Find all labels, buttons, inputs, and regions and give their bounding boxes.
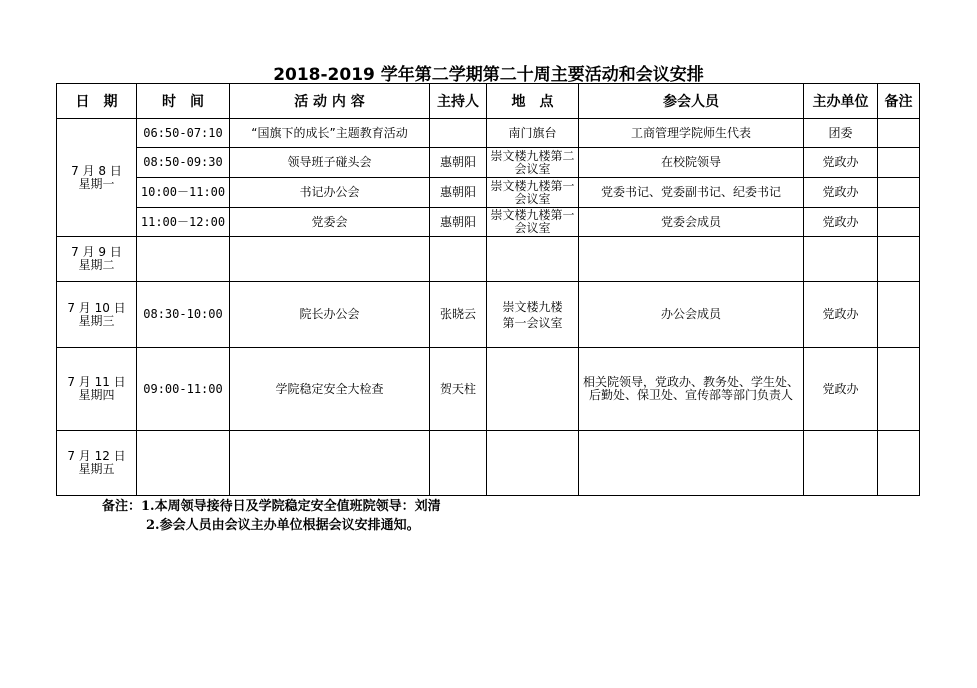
day-cell-thursday xyxy=(57,348,137,431)
time-cell xyxy=(137,237,230,282)
header-host: 主持人 xyxy=(430,84,487,119)
host-cell: 惠朝阳 xyxy=(430,208,487,237)
day-weekday: 星期三 xyxy=(78,313,115,328)
host-cell xyxy=(430,237,487,282)
table-row xyxy=(57,237,920,282)
organizer-cell xyxy=(804,431,878,496)
remarks-cell xyxy=(878,282,920,348)
place-cell: 崇文楼九楼第一会议室 xyxy=(487,178,579,208)
attendees-cell: 党委会成员 xyxy=(579,208,804,237)
attendees-cell xyxy=(579,237,804,282)
header-place: 地 点 xyxy=(487,84,579,119)
remarks-cell xyxy=(878,237,920,282)
place-cell xyxy=(487,348,579,431)
attendees-cell: 办公会成员 xyxy=(579,282,804,348)
organizer-cell: 党政办 xyxy=(804,148,878,178)
organizer-cell: 团委 xyxy=(804,119,878,148)
place-cell xyxy=(487,282,579,348)
attendees-line: 相关院领导，党政办、教务处、学生处、 xyxy=(582,375,799,389)
time-cell: 08:30-10:00 xyxy=(137,282,230,348)
content-cell xyxy=(230,431,430,496)
attendees-cell xyxy=(579,431,804,496)
header-time: 时 间 xyxy=(137,84,230,119)
remarks-cell xyxy=(878,178,920,208)
host-cell: 惠朝阳 xyxy=(430,178,487,208)
page-title: 2018-2019 学年第二学期第二十周主要活动和会议安排 xyxy=(273,65,704,85)
notes xyxy=(102,497,441,535)
table-row xyxy=(57,178,920,208)
header-content: 活 动 内 容 xyxy=(230,84,430,119)
day-date: 7 月 9 日 xyxy=(71,245,122,259)
place-cell: 崇文楼九楼第二会议室 xyxy=(487,148,579,178)
place-cell: 崇文楼九楼第一会议室 xyxy=(487,208,579,237)
time-cell: 10:00－11:00 xyxy=(137,178,230,208)
place-cell xyxy=(487,237,579,282)
time-cell: 06:50-07:10 xyxy=(137,119,230,148)
content-cell: “国旗下的成长”主题教育活动 xyxy=(230,119,430,148)
content-cell: 党委会 xyxy=(230,208,430,237)
note-line-2: 2.参会人员由会议主办单位根据会议安排通知。 xyxy=(146,518,420,533)
host-cell: 张晓云 xyxy=(430,282,487,348)
table-row xyxy=(57,148,920,178)
table-row xyxy=(57,208,920,237)
day-cell-wednesday xyxy=(57,282,137,348)
day-weekday: 星期二 xyxy=(78,258,115,272)
place-line: 崇文楼九楼 xyxy=(502,299,563,314)
header-date: 日 期 xyxy=(57,84,137,119)
content-cell: 学院稳定安全大检查 xyxy=(230,348,430,431)
content-cell: 院长办公会 xyxy=(230,282,430,348)
day-date: 7 月 11 日 xyxy=(67,375,126,389)
host-cell xyxy=(430,431,487,496)
header-remarks: 备注 xyxy=(878,84,920,119)
host-cell xyxy=(430,119,487,148)
place-cell xyxy=(487,431,579,496)
organizer-cell: 党政办 xyxy=(804,208,878,237)
attendees-line: 后勤处、保卫处、宣传部等部门负责人 xyxy=(588,388,793,402)
table-row xyxy=(57,348,920,431)
attendees-cell: 工商管理学院师生代表 xyxy=(579,119,804,148)
header-row xyxy=(57,84,920,119)
attendees-cell: 在校院领导 xyxy=(579,148,804,178)
content-cell xyxy=(230,237,430,282)
time-cell: 11:00－12:00 xyxy=(137,208,230,237)
note-line-1: 备注：1.本周领导接待日及学院稳定安全值班院领导：刘清 xyxy=(102,499,441,514)
remarks-cell xyxy=(878,208,920,237)
table-row xyxy=(57,431,920,496)
day-weekday: 星期四 xyxy=(78,388,115,402)
day-cell-monday xyxy=(57,119,137,237)
time-cell: 09:00-11:00 xyxy=(137,348,230,431)
time-cell: 08:50-09:30 xyxy=(137,148,230,178)
host-cell: 贺天柱 xyxy=(430,348,487,431)
attendees-cell: 党委书记、党委副书记、纪委书记 xyxy=(579,178,804,208)
table-row xyxy=(57,282,920,348)
content-cell: 书记办公会 xyxy=(230,178,430,208)
organizer-cell: 党政办 xyxy=(804,178,878,208)
day-date: 7 月 8 日 xyxy=(71,163,122,178)
header-organizer: 主办单位 xyxy=(804,84,878,119)
remarks-cell xyxy=(878,148,920,178)
header-attendees: 参会人员 xyxy=(579,84,804,119)
organizer-cell: 党政办 xyxy=(804,282,878,348)
organizer-cell: 党政办 xyxy=(804,348,878,431)
day-cell-friday xyxy=(57,431,137,496)
table-row xyxy=(57,119,920,148)
remarks-cell xyxy=(878,348,920,431)
time-cell xyxy=(137,431,230,496)
place-line: 第一会议室 xyxy=(502,315,563,330)
host-cell: 惠朝阳 xyxy=(430,148,487,178)
place-cell: 南门旗台 xyxy=(487,119,579,148)
content-cell: 领导班子碰头会 xyxy=(230,148,430,178)
day-date: 7 月 10 日 xyxy=(67,300,126,315)
day-cell-tuesday xyxy=(57,237,137,282)
attendees-cell xyxy=(579,348,804,431)
organizer-cell xyxy=(804,237,878,282)
remarks-cell xyxy=(878,119,920,148)
schedule-table xyxy=(56,83,920,496)
day-date: 7 月 12 日 xyxy=(67,449,126,463)
day-weekday: 星期一 xyxy=(78,176,115,191)
day-weekday: 星期五 xyxy=(78,462,115,476)
remarks-cell xyxy=(878,431,920,496)
